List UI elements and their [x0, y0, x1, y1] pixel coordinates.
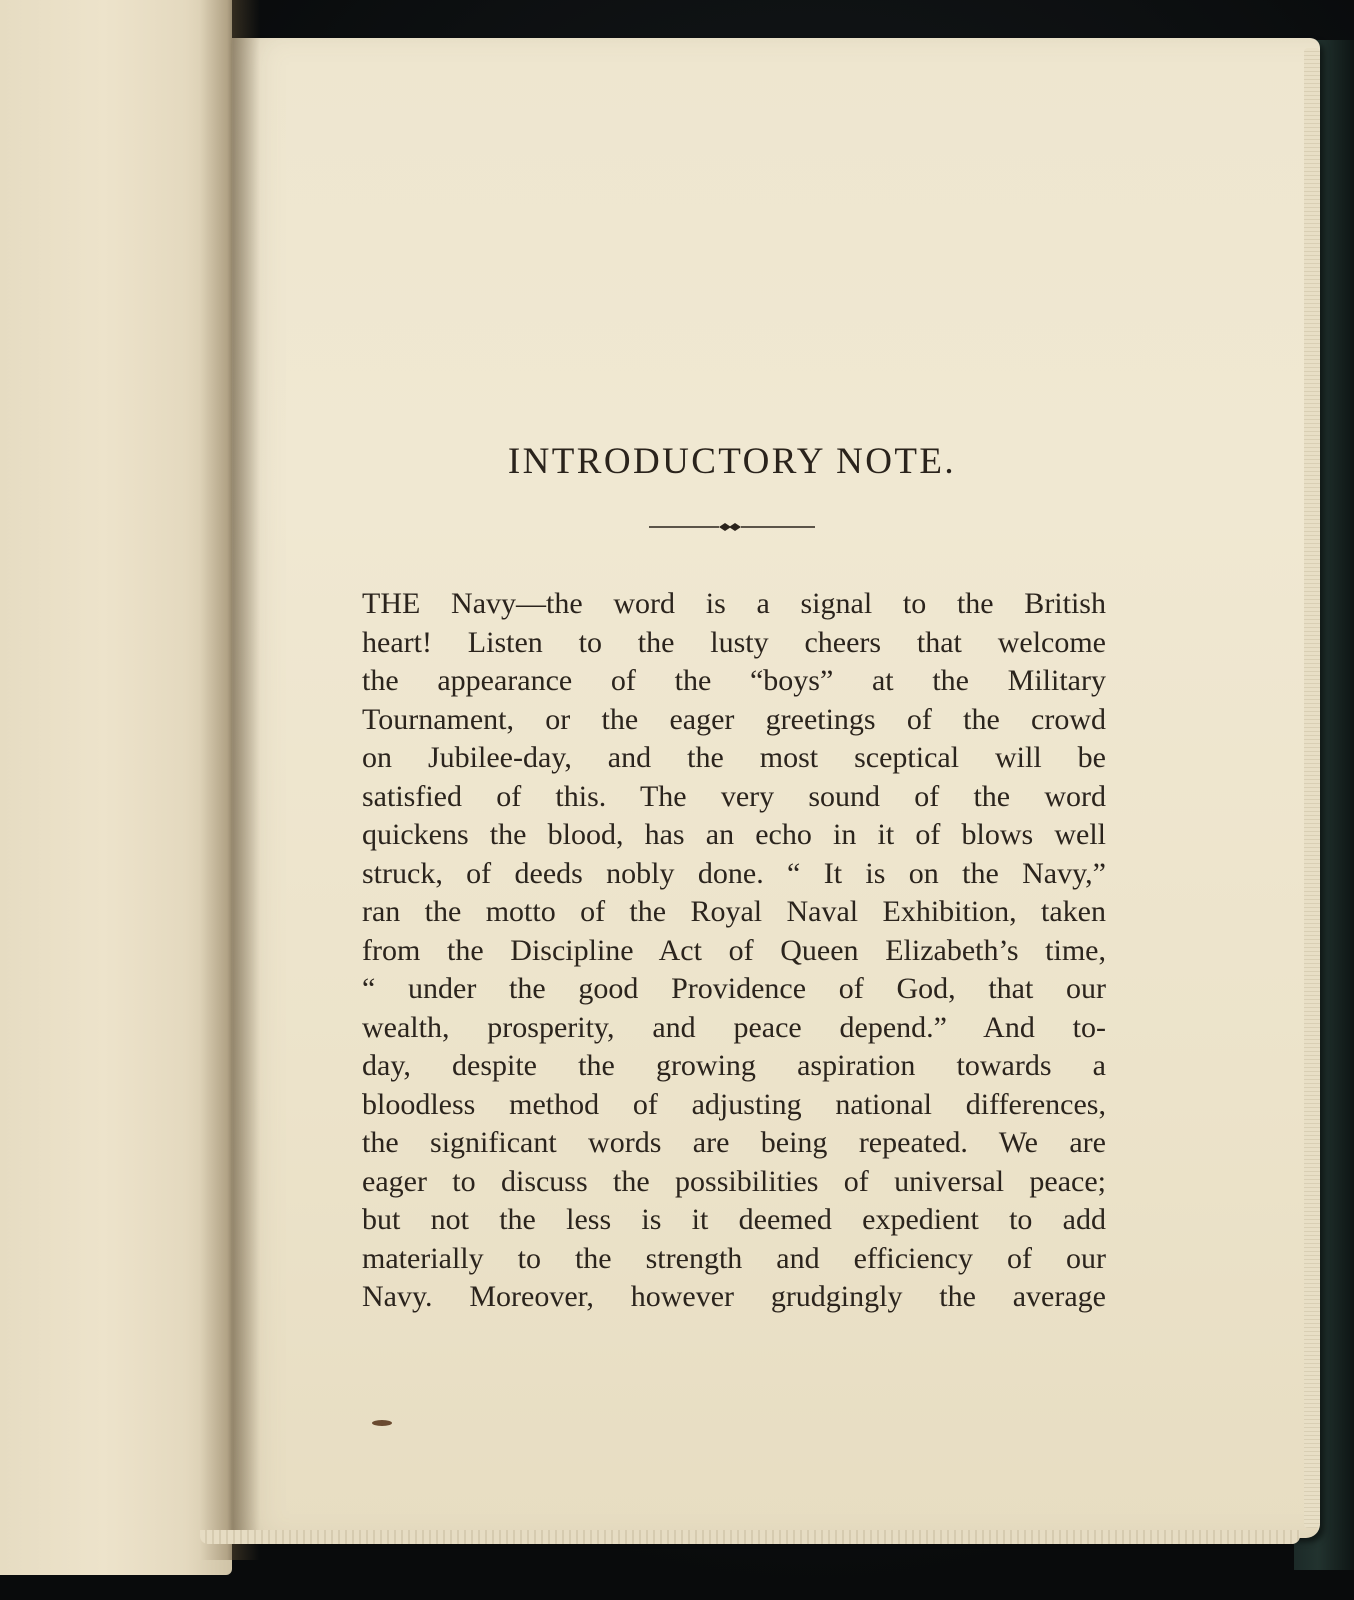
text-line: materially to the strength and efficiency of our — [362, 1241, 1106, 1275]
text-line: Tournament, or the eager greetings of the crowd — [362, 702, 1106, 736]
left-page — [0, 0, 232, 1575]
text-line: struck, of deeds nobly done. “ It is on the Navy,” — [362, 856, 1106, 890]
text-line: ran the motto of the Royal Naval Exhibition, taken — [362, 895, 1106, 928]
text-line: wealth, prosperity, and peace depend.” And to- — [362, 1010, 1106, 1044]
text-line: THE Navy—the word is a signal to the British — [362, 587, 1106, 620]
text-line: eager to discuss the possibilities of universal peace; — [362, 1164, 1106, 1198]
text-line: heart! Listen to the lusty cheers that welcome — [362, 625, 1106, 659]
text-line: day, despite the growing aspiration towards a — [362, 1049, 1106, 1082]
text-line: the significant words are being repeated. We are — [362, 1126, 1106, 1159]
text-line: on Jubilee-day, and the most sceptical will be — [362, 741, 1106, 774]
text-line: the appearance of the “boys” at the Military — [362, 664, 1106, 697]
text-line: bloodless method of adjusting national differences, — [362, 1087, 1106, 1121]
title-ornament — [649, 522, 815, 532]
paper-spot — [372, 1420, 392, 1426]
text-line: from the Discipline Act of Queen Elizabeth’s time, — [362, 933, 1106, 967]
text-line: Navy. Moreover, however grudgingly the average — [362, 1280, 1106, 1313]
body-text — [362, 585, 1106, 1317]
text-line: quickens the blood, has an echo in it of blows well — [362, 818, 1106, 851]
text-line: but not the less is it deemed expedient to add — [362, 1203, 1106, 1236]
page-gutter — [200, 0, 260, 1560]
page-fore-edge — [1304, 48, 1320, 1528]
page-bottom-edge — [200, 1530, 1300, 1544]
page-title: INTRODUCTORY NOTE. — [507, 441, 957, 482]
text-line: “ under the good Providence of God, that our — [362, 972, 1106, 1005]
left-page-show-through — [8, 240, 188, 1020]
text-line: satisfied of this. The very sound of the word — [362, 779, 1106, 813]
